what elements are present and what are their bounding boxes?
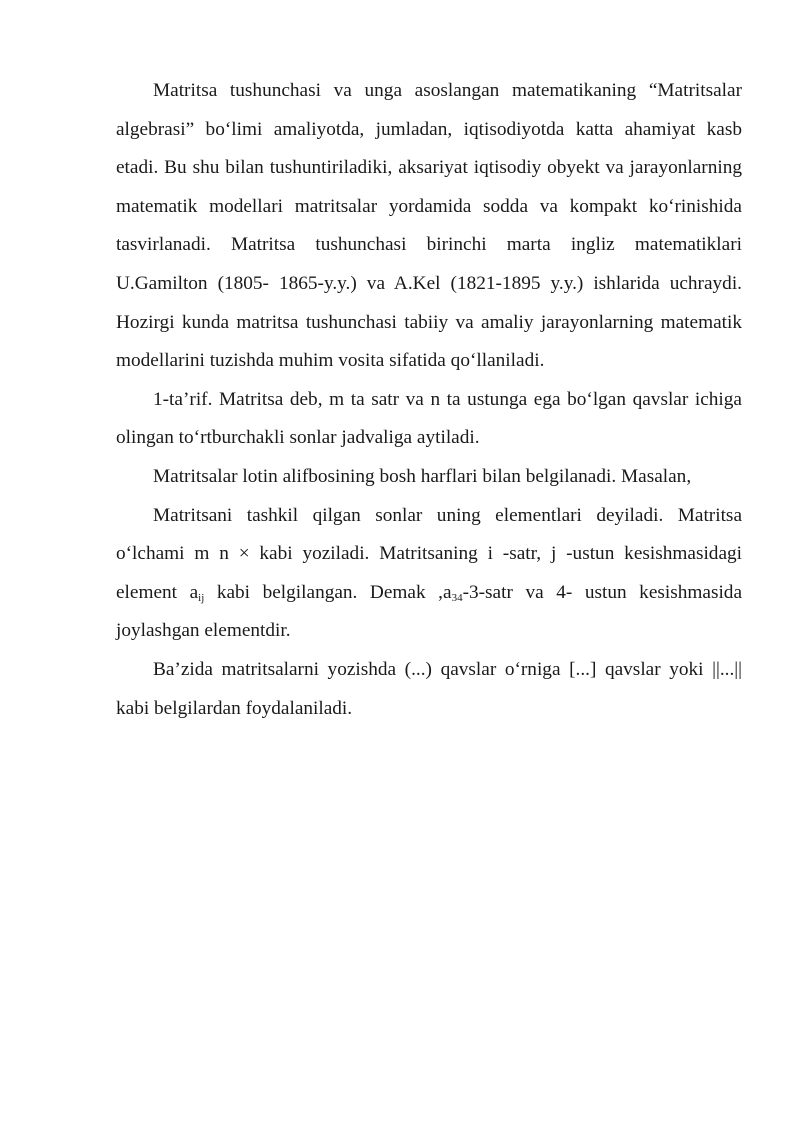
paragraph-matrix-intro: Matritsa tushunchasi va unga asoslangan matematikaning “Matritsalar algebrasi” bo‘limi amaliyotda, jumladan, iqtisodiyotda katta ahamiyat kasb etadi. Bu shu bilan tushuntiriladiki, aksariyat iqtisodiy obyekt va jarayonlarning matematik modellari matritsalar yordamida sodda va kompakt ko‘rinishida tasvirlanadi. Matritsa tushunchasi birinchi marta ingliz matematiklari U.Gamilton (1805- 1865-y.y.) va A.Kel (1821-1895 y.y.) ishlarida uchraydi. Hozirgi kunda matritsa tushunchasi tabiiy va amaliy jarayonlarning matematik modellarini tuzishda muhim vosita sifatida qo‘llaniladi. <box>116 80 742 372</box>
elements-text-part-1: Matritsani tashkil qilgan sonlar uning elementlari deyiladi. Matritsa o‘lchami m n × kabi yoziladi. Matritsaning i -satr, j -ustun kesishmasidagi element a <box>116 504 742 603</box>
elements-text-part-3: -3-satr va 4- ustun kesishmasida joylashgan elementdir. <box>116 581 742 642</box>
subscript-ij: ij <box>198 591 205 604</box>
paragraph-matrix-elements <box>116 497 742 651</box>
paragraph-matrix-notation: Matritsalar lotin alifbosining bosh harflari bilan belgilanadi. Masalan, <box>153 465 692 487</box>
subscript-34: 34 <box>451 591 463 604</box>
paragraph-bracket-notation: Ba’zida matritsalarni yozishda (...) qavslar o‘rniga [...] qavslar yoki ||...|| kabi belgilardan foydalaniladi. <box>116 658 742 719</box>
document-page <box>116 72 742 728</box>
elements-text-part-2: kabi belgilangan. Demak ,a <box>204 581 452 603</box>
paragraph-definition-1: 1-ta’rif. Matritsa deb, m ta satr va n ta ustunga ega bo‘lgan qavslar ichiga olingan to‘rtburchakli sonlar jadvaliga aytiladi. <box>116 388 742 449</box>
